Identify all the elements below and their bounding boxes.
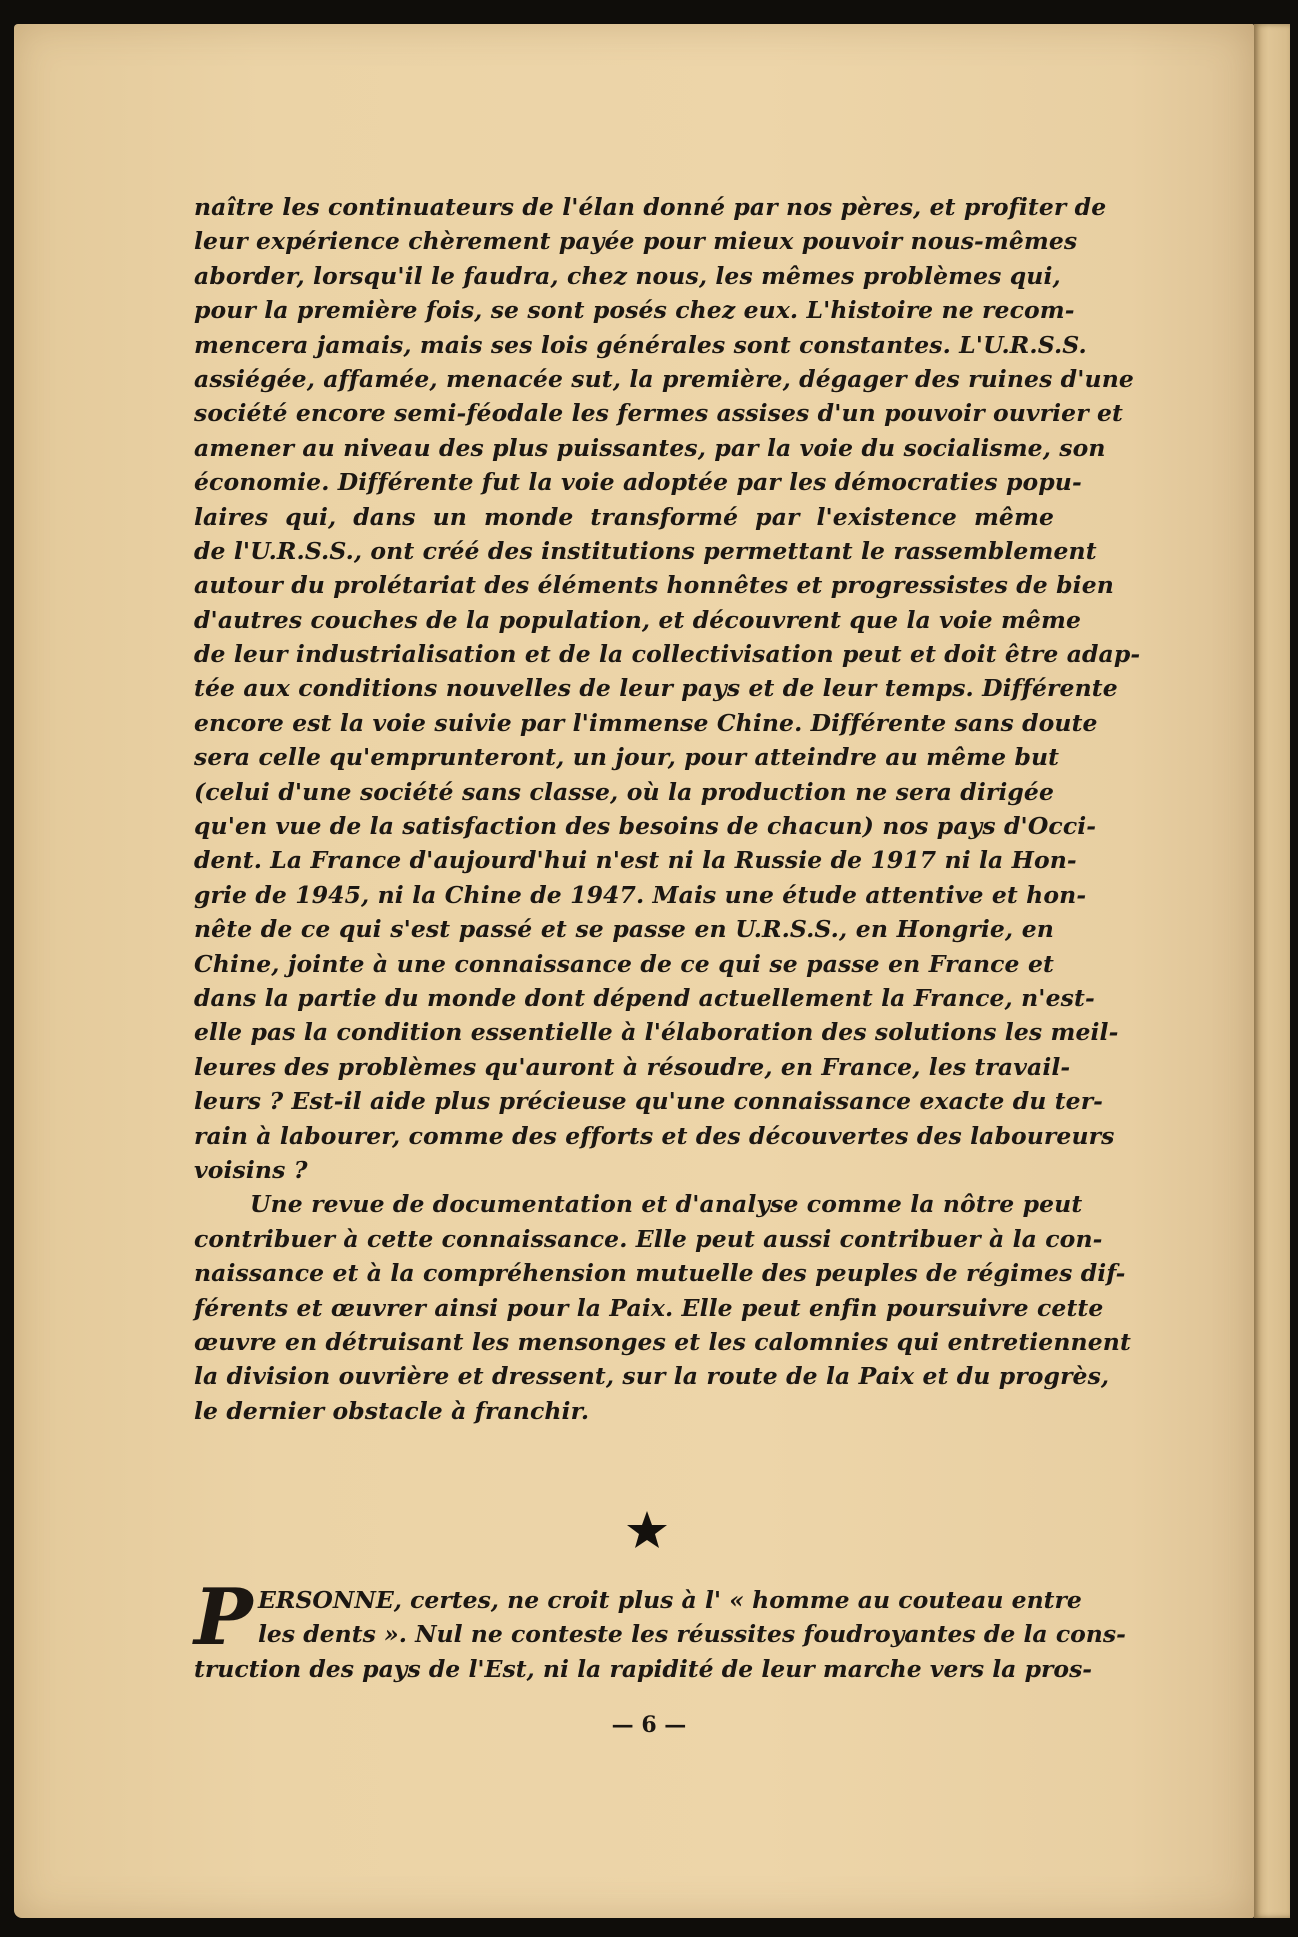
text-line: autour du prolétariat des éléments honnêtes et progressistes de bien — [194, 571, 1114, 600]
text-line: Une revue de documentation et d'analyse comme la nôtre peut — [250, 1190, 1083, 1219]
text-line: tée aux conditions nouvelles de leur pays et de leur temps. Différente — [194, 674, 1118, 703]
text-line: société encore semi-féodale les fermes assises d'un pouvoir ouvrier et — [194, 399, 1123, 428]
text-line: qu'en vue de la satisfaction des besoins de chacun) nos pays d'Occi- — [194, 812, 1097, 841]
text-line: Chine, jointe à une connaissance de ce qui se passe en France et — [194, 949, 1054, 978]
text-line: leures des problèmes qu'auront à résoudre, en France, les travail- — [194, 1052, 1071, 1081]
text-line: encore est la voie suivie par l'immense Chine. Différente sans doute — [194, 708, 1098, 737]
text-line: férents et œuvrer ainsi pour la Paix. Elle peut enfin poursuivre cette — [194, 1293, 1104, 1322]
text-line: le dernier obstacle à franchir. — [194, 1396, 590, 1425]
final-paragraph — [194, 1572, 1126, 1686]
text-line: œuvre en détruisant les mensonges et les calomnies qui entretiennent — [194, 1327, 1131, 1356]
text-line: la division ouvrière et dressent, sur la route de la Paix et du progrès, — [194, 1362, 1110, 1391]
text-line: nête de ce qui s'est passé et se passe en U.R.S.S., en Hongrie, en — [194, 915, 1054, 944]
text-line: grie de 1945, ni la Chine de 1947. Mais une étude attentive et hon- — [194, 880, 1087, 909]
text-line: les dents ». Nul ne conteste les réussites foudroyantes de la cons- — [258, 1620, 1126, 1649]
text-line: leurs ? Est-il aide plus précieuse qu'une connaissance exacte du ter- — [194, 1087, 1104, 1116]
page-number: — 6 — — [611, 1712, 687, 1738]
text-line: de leur industrialisation et de la collectivisation peut et doit être adap- — [194, 640, 1141, 669]
adjacent-page-edge — [1254, 24, 1290, 1918]
drop-cap: P — [194, 1572, 253, 1663]
text-line: laires qui, dans un monde transformé par l'existence même — [194, 502, 1054, 531]
text-line: (celui d'une société sans classe, où la production ne sera dirigée — [194, 777, 1054, 806]
text-line: ERSONNE, certes, ne croit plus à l' « homme au couteau entre — [258, 1586, 1082, 1614]
text-line: assiégée, affamée, menacée sut, la première, dégager des ruines d'une — [194, 364, 1134, 393]
text-line: économie. Différente fut la voie adoptée par les démocraties popu- — [194, 468, 1082, 497]
paragraph-1 — [194, 190, 1141, 1187]
text-line: voisins ? — [194, 1155, 308, 1184]
text-line: dent. La France d'aujourd'hui n'est ni la Russie de 1917 ni la Hon- — [194, 846, 1077, 875]
text-line: rain à labourer, comme des efforts et des découvertes des laboureurs — [194, 1121, 1115, 1150]
text-line: dans la partie du monde dont dépend actuellement la France, n'est- — [194, 983, 1095, 1012]
paragraph-2 — [194, 1187, 1131, 1428]
text-line: pour la première fois, se sont posés chez eux. L'histoire ne recom- — [194, 296, 1075, 325]
text-line: naître les continuateurs de l'élan donné par nos pères, et profiter de — [194, 193, 1107, 221]
body-text — [194, 190, 1141, 1428]
text-line: aborder, lorsqu'il le faudra, chez nous, les mêmes problèmes qui, — [194, 261, 1061, 290]
text-line: d'autres couches de la population, et découvrent que la voie même — [194, 605, 1082, 634]
text-line: mencera jamais, mais ses lois générales sont constantes. L'U.R.S.S. — [194, 330, 1087, 359]
text-line: elle pas la condition essentielle à l'élaboration des solutions les meil- — [194, 1018, 1119, 1047]
text-line: naissance et à la compréhension mutuelle des peuples de régimes dif- — [194, 1259, 1126, 1288]
text-line: sera celle qu'emprunteront, un jour, pour atteindre au même but — [194, 743, 1060, 772]
star-icon — [625, 1508, 669, 1552]
text-line: amener au niveau des plus puissantes, par la voie du socialisme, son — [194, 433, 1106, 462]
text-line: leur expérience chèrement payée pour mieux pouvoir nous-mêmes — [194, 227, 1078, 256]
text-line: truction des pays de l'Est, ni la rapidité de leur marche vers la pros- — [194, 1654, 1093, 1683]
text-line: contribuer à cette connaissance. Elle peut aussi contribuer à la con- — [194, 1224, 1103, 1253]
text-line: de l'U.R.S.S., ont créé des institutions permettant le rassemblement — [194, 536, 1097, 565]
